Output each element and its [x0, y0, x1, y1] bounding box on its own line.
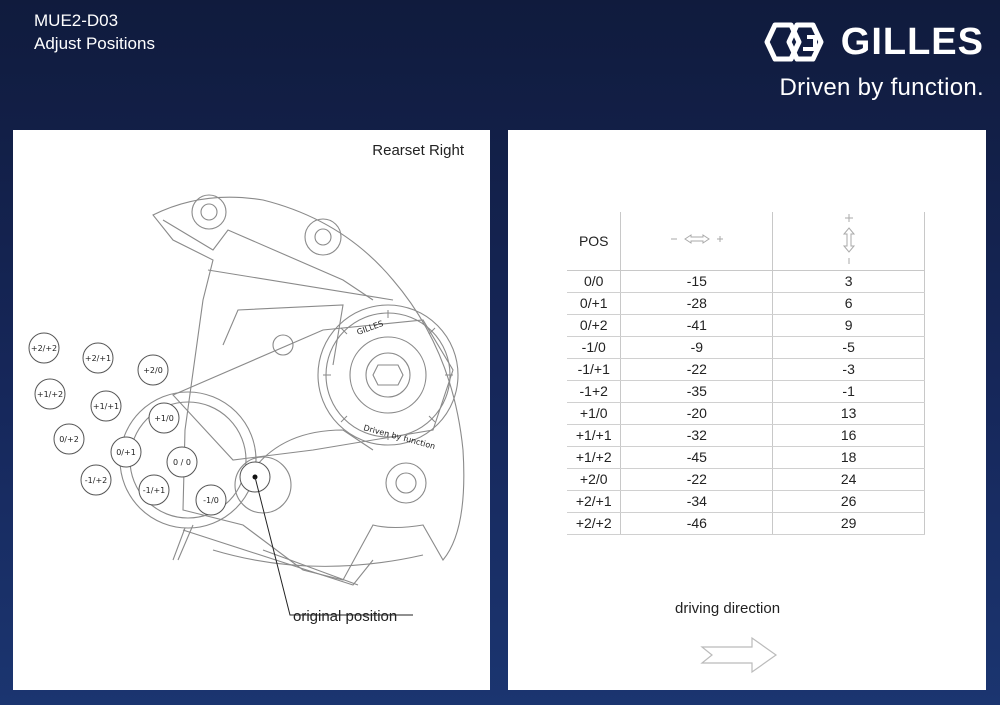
- cell-horizontal: -9: [621, 336, 773, 358]
- marker-label: +2/+2: [30, 344, 58, 353]
- leader-line: [255, 477, 413, 615]
- cell-horizontal: -22: [621, 468, 773, 490]
- cell-pos: 0/+2: [567, 314, 621, 336]
- table-row: [567, 490, 925, 512]
- table-row: [567, 402, 925, 424]
- document-subtitle: Adjust Positions: [34, 34, 155, 53]
- marker-label: 0 / 0: [173, 458, 191, 467]
- marker-label: -1/0: [203, 496, 219, 505]
- document-title-block: [34, 9, 155, 55]
- vertical-arrows-icon: [841, 212, 857, 266]
- table-row: [567, 292, 925, 314]
- cell-vertical: -1: [773, 380, 925, 402]
- table-row: [567, 380, 925, 402]
- screw-mid: [273, 335, 293, 355]
- brand-mark: [763, 20, 984, 64]
- panel-title-rearset: Rearset Right: [372, 142, 464, 159]
- cell-vertical: 16: [773, 424, 925, 446]
- part-engraving: GILLES: [355, 318, 385, 337]
- cell-vertical: 13: [773, 402, 925, 424]
- positions-table-panel: [508, 130, 986, 690]
- part-engraving-2: Driven by function: [362, 423, 437, 452]
- rearset-drawing: [13, 130, 490, 690]
- cell-vertical: 3: [773, 270, 925, 292]
- cell-vertical: 18: [773, 446, 925, 468]
- cell-pos: +1/+1: [567, 424, 621, 446]
- gilles-logo-icon: [763, 21, 833, 63]
- cell-horizontal: -20: [621, 402, 773, 424]
- positions-table: [567, 212, 925, 535]
- table-row: [567, 512, 925, 534]
- original-position-label: original position: [293, 608, 398, 625]
- cell-horizontal: -32: [621, 424, 773, 446]
- right-arrow-icon: [700, 635, 780, 675]
- cell-horizontal: -45: [621, 446, 773, 468]
- marker-label: +1/+1: [92, 402, 120, 411]
- horizontal-arrows-icon: [667, 232, 727, 246]
- table-row: [567, 446, 925, 468]
- marker-label: +2/+1: [84, 354, 112, 363]
- cell-pos: 0/+1: [567, 292, 621, 314]
- table-body: [567, 270, 925, 534]
- cell-vertical: 26: [773, 490, 925, 512]
- gear-teeth: [323, 310, 453, 440]
- cell-vertical: -3: [773, 358, 925, 380]
- cell-pos: -1/0: [567, 336, 621, 358]
- table-row: [567, 358, 925, 380]
- cell-pos: +2/+1: [567, 490, 621, 512]
- rearset-drawing-panel: [13, 130, 490, 690]
- table-header-row: [567, 212, 925, 270]
- cell-vertical: 24: [773, 468, 925, 490]
- cell-vertical: 29: [773, 512, 925, 534]
- table-row: [567, 336, 925, 358]
- cell-horizontal: -15: [621, 270, 773, 292]
- marker-label: +1/+2: [36, 390, 64, 399]
- cell-vertical: 9: [773, 314, 925, 336]
- marker-label: -1/+2: [84, 476, 108, 485]
- driving-direction-label: driving direction: [675, 600, 781, 617]
- cell-pos: +1/0: [567, 402, 621, 424]
- cell-horizontal: -34: [621, 490, 773, 512]
- plate-outline: [153, 197, 464, 580]
- screw-bottom: [386, 463, 426, 503]
- document-code: MUE2-D03: [34, 11, 119, 30]
- marker-label: -1/+1: [142, 486, 166, 495]
- marker-label: +2/0: [143, 366, 163, 375]
- header-vertical: [773, 212, 925, 270]
- cell-horizontal: -41: [621, 314, 773, 336]
- cell-horizontal: -28: [621, 292, 773, 314]
- header-horizontal: [621, 212, 773, 270]
- cell-horizontal: -46: [621, 512, 773, 534]
- brand-tagline: Driven by function.: [779, 74, 984, 101]
- cell-horizontal: -22: [621, 358, 773, 380]
- marker-label: +1/0: [154, 414, 174, 423]
- cell-pos: +2/0: [567, 468, 621, 490]
- table-row: [567, 468, 925, 490]
- screw-top-right: [305, 219, 341, 255]
- marker-label: 0/+1: [116, 448, 136, 457]
- brand-block: [744, 20, 984, 104]
- screw-top-left: [192, 195, 226, 229]
- cell-horizontal: -35: [621, 380, 773, 402]
- cell-pos: +2/+2: [567, 512, 621, 534]
- table-row: [567, 424, 925, 446]
- cell-pos: +1/+2: [567, 446, 621, 468]
- cell-vertical: 6: [773, 292, 925, 314]
- cell-vertical: -5: [773, 336, 925, 358]
- cell-pos: -1/+1: [567, 358, 621, 380]
- header-pos: POS: [567, 212, 621, 270]
- table-row: [567, 270, 925, 292]
- brand-name: GILLES: [840, 21, 984, 63]
- cell-pos: -1+2: [567, 380, 621, 402]
- cell-pos: 0/0: [567, 270, 621, 292]
- table-row: [567, 314, 925, 336]
- positions-table-wrapper: [567, 212, 925, 535]
- marker-label: 0/+2: [59, 435, 79, 444]
